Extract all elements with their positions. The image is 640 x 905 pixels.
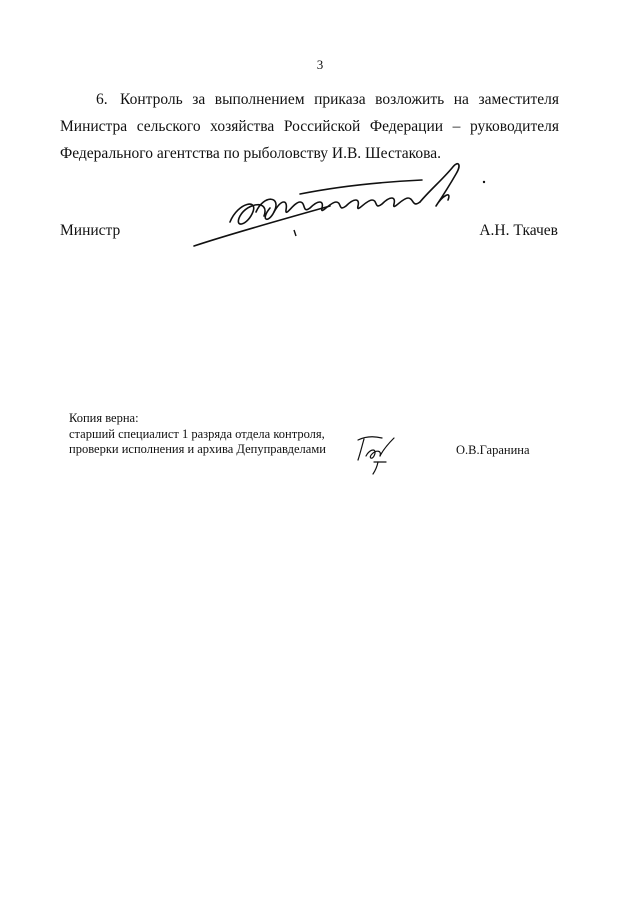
copy-certification [69,411,326,458]
copy-position-line1: старший специалист 1 разряда отдела контроля, [69,426,325,441]
copy-signatory-name: О.В.Гаранина [456,443,530,457]
copy-position-line2: проверки исполнения и архива Депуправделами [69,442,326,456]
minister-title: Министр [60,222,121,239]
copy-heading: Копия верна: [69,411,139,425]
paragraph-text: Контроль за выполнением приказа возложить на заместителя Министра сельского хозяйства Российской Федерации – руководителя Федерального агентства по рыболовству И.В. Шестакова. [60,91,559,162]
page-number: 3 [316,57,324,72]
minister-signature [190,150,500,260]
paragraph-number: 6. [96,91,108,108]
minister-name: А.Н. Ткачев [479,222,558,239]
copy-signature [352,432,404,476]
